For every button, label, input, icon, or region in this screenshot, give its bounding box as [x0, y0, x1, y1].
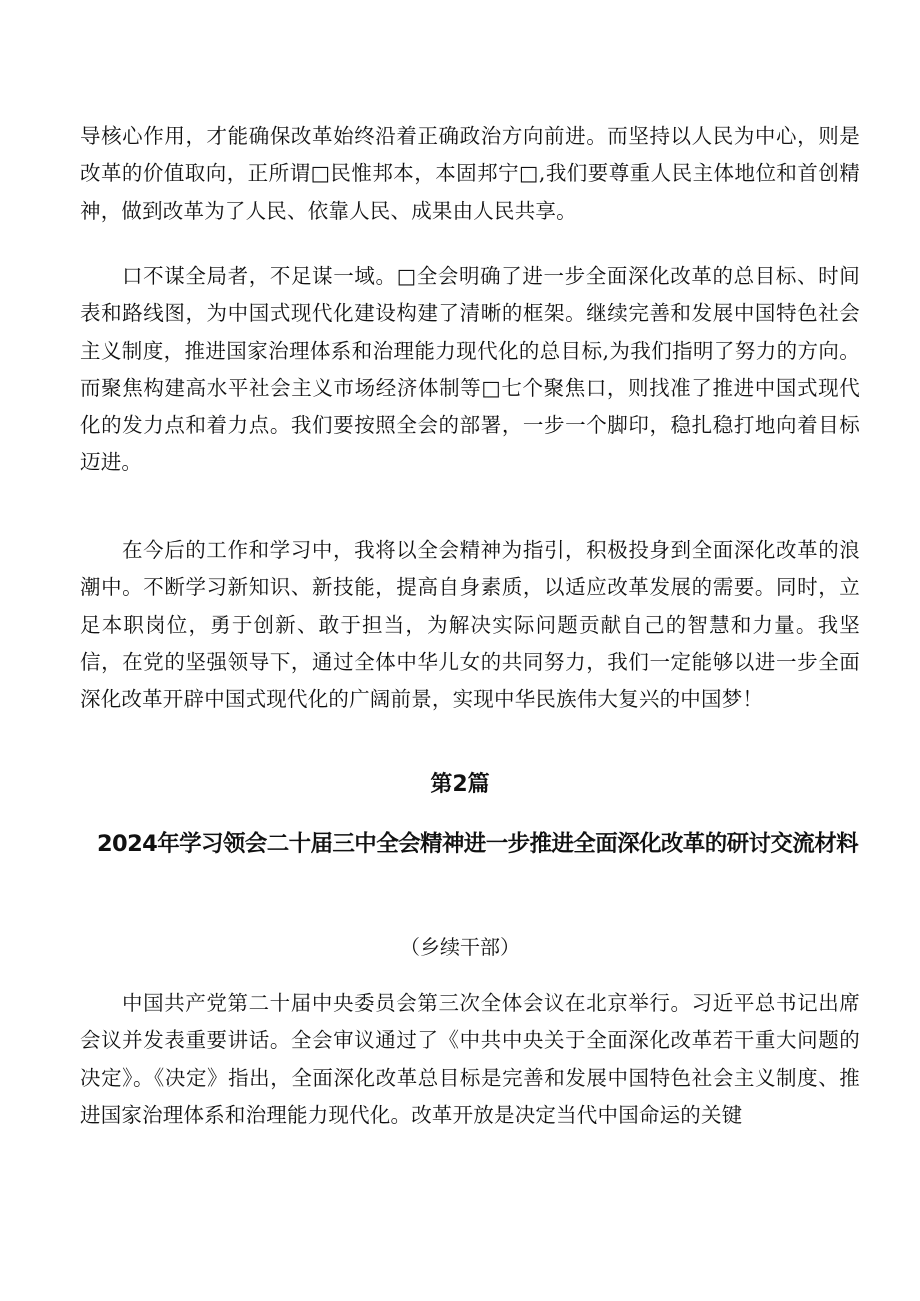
- paragraph-future-work: 在今后的工作和学习中，我将以全会精神为指引，积极投身到全面深化改革的浪潮中。不断学习新知识、新技能，提高自身素质，以适应改革发展的需要。同时，立足本职岗位，勇于创新、敢于担当，为解决实际问题贡献自己的智慧和力量。我坚信，在党的坚强领导下，通过全体中华儿女的共同努力，我们一定能够以进一步全面深化改革开辟中国式现代化的广阔前景，实现中华民族伟大复兴的中国梦！: [80, 538, 860, 712]
- paragraph-continuation: 导核心作用，才能确保改革始终沿着正确政治方向前进。而坚持以人民为中心，则是改革的价值取向，正所谓□民惟邦本，本固邦宁□,我们要尊重人民主体地位和首创精神，做到改革为了人民、依靠人民、成果由人民共享。: [80, 124, 860, 223]
- author-byline: （乡续干部）: [400, 935, 520, 959]
- section-label: 第2篇: [430, 772, 490, 797]
- document-title: 2024年学习领会二十届三中全会精神进一步推进全面深化改革的研讨交流材料: [96, 831, 858, 857]
- paragraph-plenum-intro: 中国共产党第二十届中央委员会第三次全体会议在北京举行。习近平总书记出席会议并发表重要讲话。全会审议通过了《中共中央关于全面深化改革若干重大问题的决定》。《决定》指出，全面深化改革总目标是完善和发展中国特色社会主义制度、推进国家治理体系和治理能力现代化。改革开放是决定当代中国命运的关键: [80, 991, 860, 1127]
- paragraph-overall-goal: 口不谋全局者，不足谋一域。□全会明确了进一步全面深化改革的总目标、时间表和路线图，为中国式现代化建设构建了清晰的框架。继续完善和发展中国特色社会主义制度，推进国家治理体系和治理能力现代化的总目标,为我们指明了努力的方向。而聚焦构建高水平社会主义市场经济体制等□七个聚焦口，则找准了推进中国式现代化的发力点和着力点。我们要按照全会的部署，一步一个脚印，稳扎稳打地向着目标迈进。: [80, 264, 860, 475]
